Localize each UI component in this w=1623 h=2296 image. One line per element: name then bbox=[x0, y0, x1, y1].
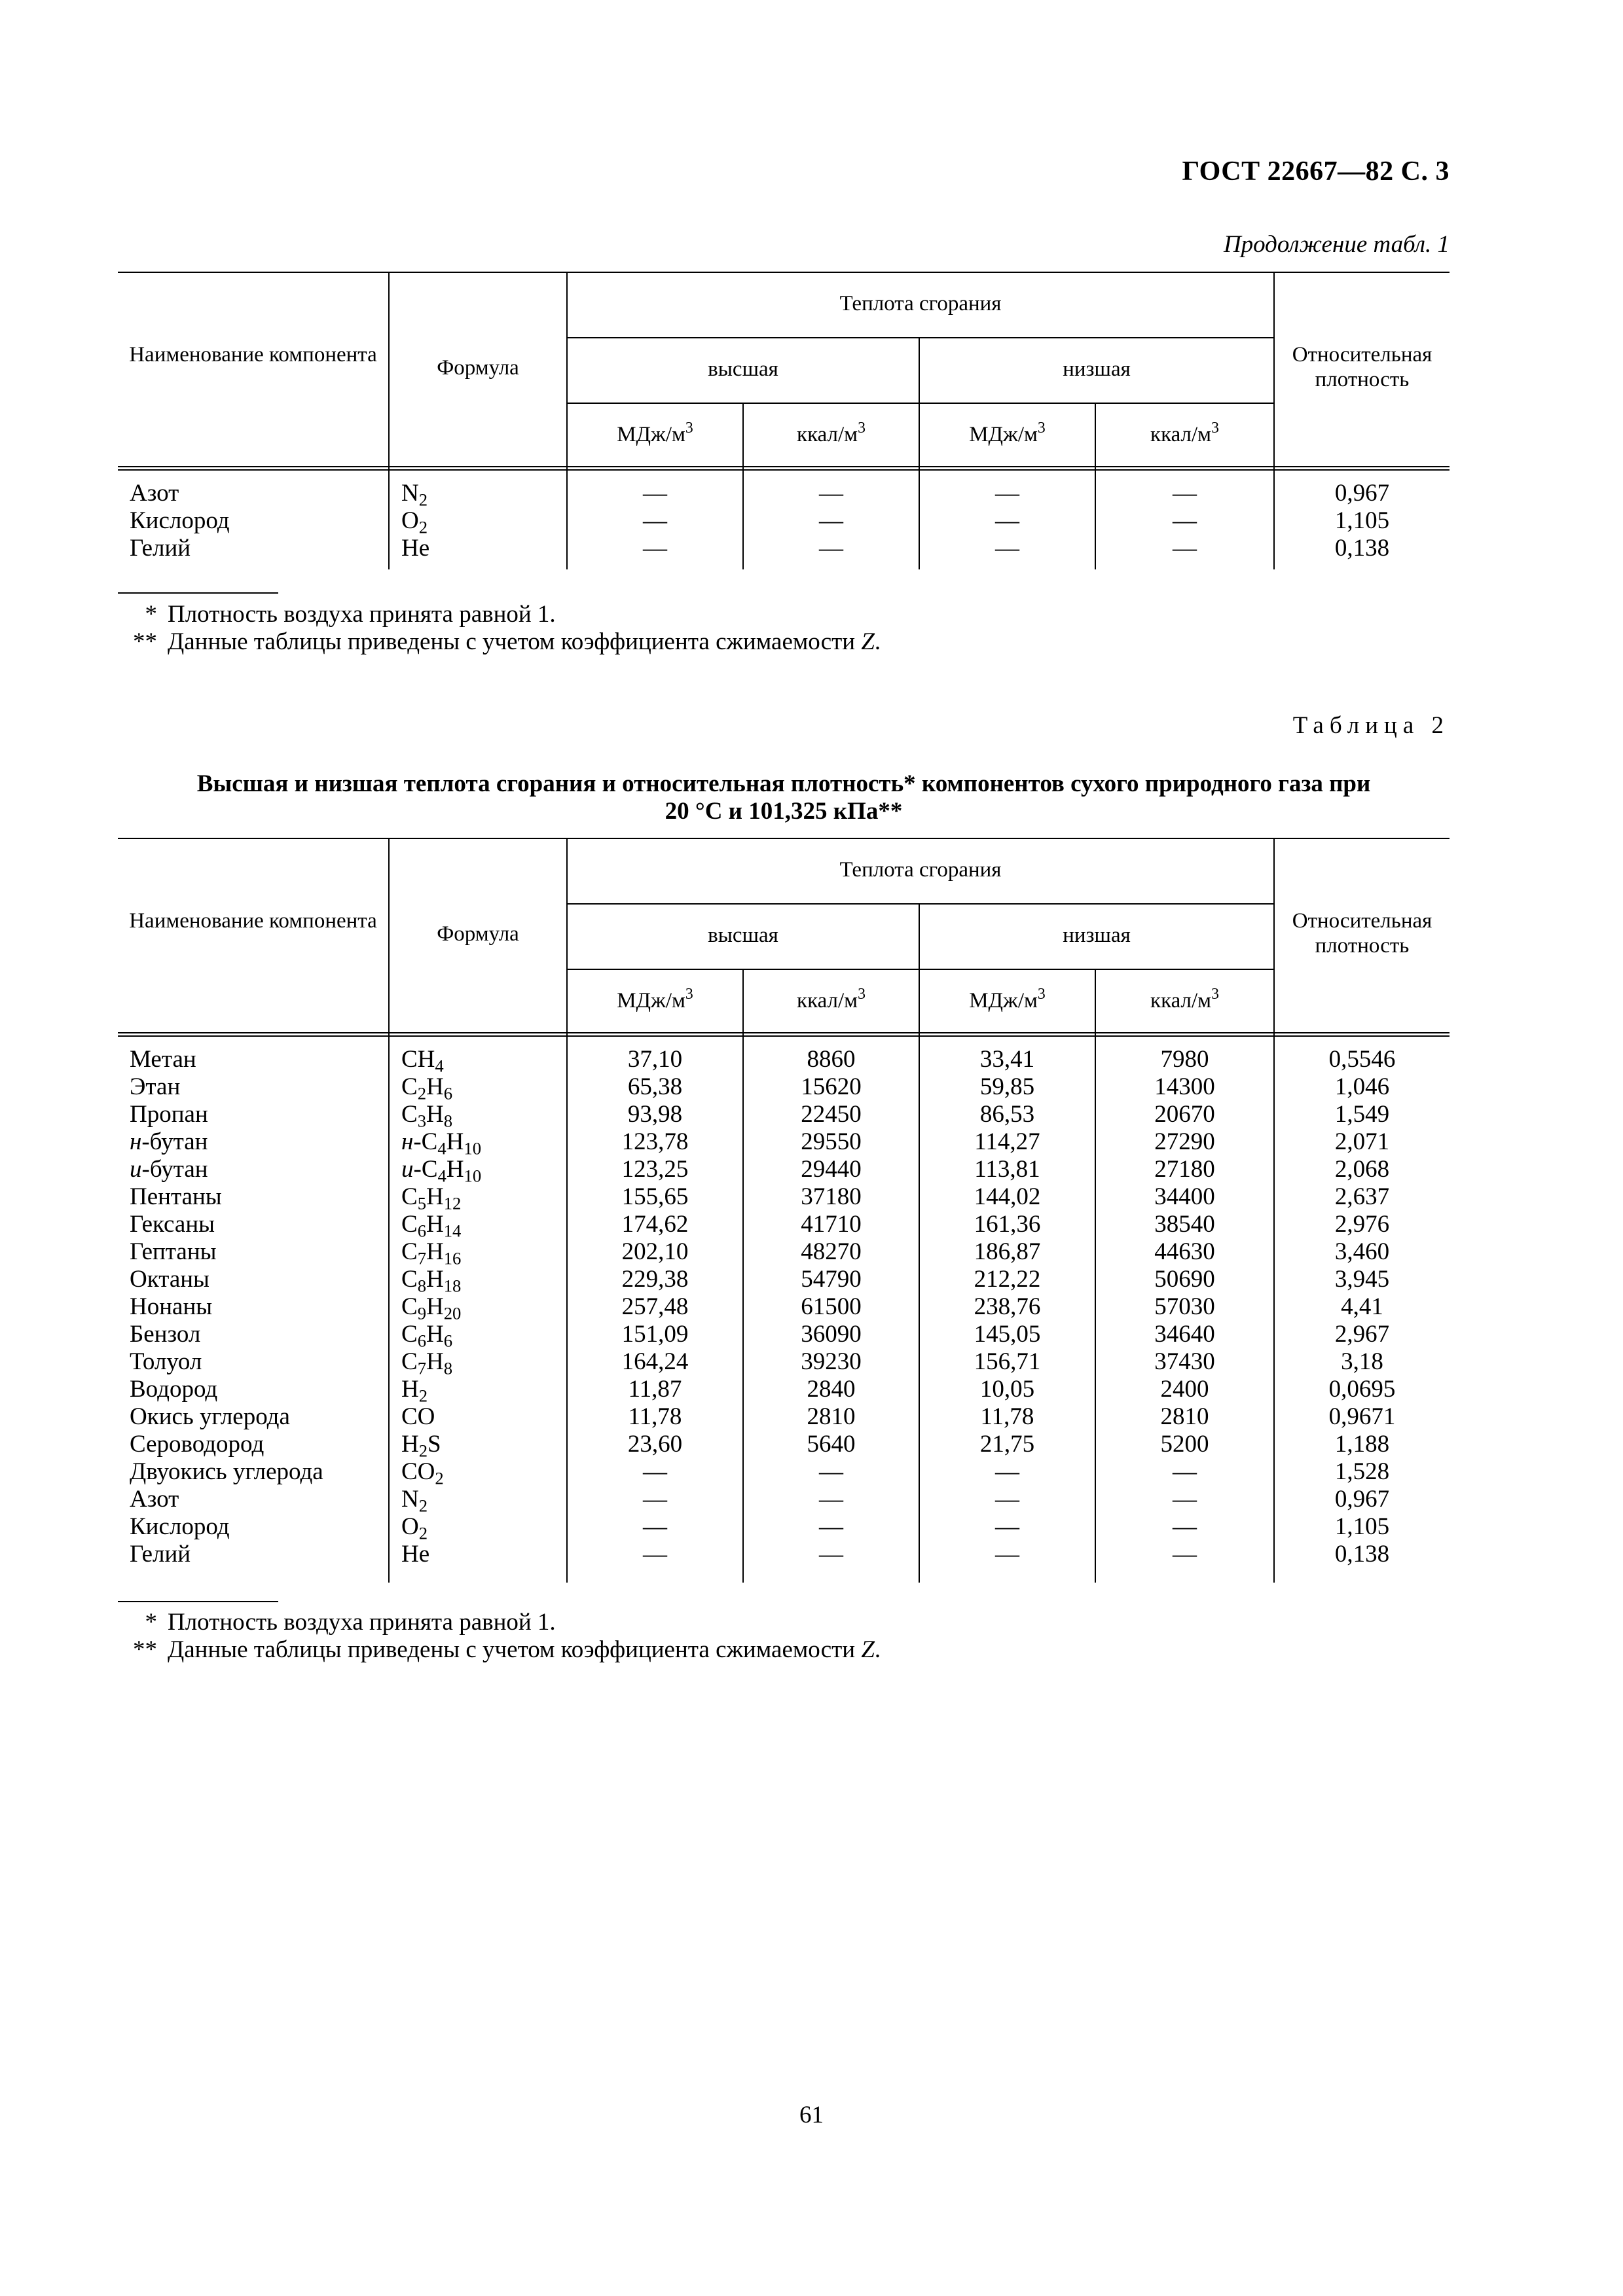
cell-hkc: 2810 bbox=[807, 1403, 856, 1430]
cell-lkc: 27180 bbox=[1154, 1156, 1215, 1183]
cell-formula: $CO_2$ bbox=[401, 1458, 444, 1488]
cell-dens: 3,18 bbox=[1341, 1348, 1383, 1375]
cell-hmj: — bbox=[643, 480, 667, 507]
rule-unit-sub bbox=[566, 969, 1275, 970]
rule-heat-sub bbox=[566, 337, 1275, 338]
cell-formula: $C_7H_8$ bbox=[401, 1348, 453, 1378]
document-header: ГОСТ 22667—82 С. 3 bbox=[1182, 156, 1450, 187]
cell-lkc: 5200 bbox=[1160, 1431, 1209, 1458]
col-lower-mj bbox=[920, 1046, 1095, 1568]
cell-dens: 2,071 bbox=[1334, 1128, 1390, 1155]
cell-name: Азот bbox=[130, 1486, 179, 1513]
cell-name: и-бутан bbox=[130, 1156, 208, 1183]
cell-hmj: — bbox=[643, 1541, 667, 1568]
header-heat: Теплота сгорания bbox=[839, 858, 1002, 882]
cell-lmj: — bbox=[995, 507, 1019, 534]
footnote-2: ** Данные таблицы приведены с учетом коэффициента сжимаемости Z. bbox=[133, 1636, 881, 1663]
cell-hkc: 8860 bbox=[807, 1046, 856, 1073]
cell-name: Нонаны bbox=[130, 1293, 213, 1320]
cell-dens: 1,046 bbox=[1334, 1073, 1390, 1100]
cell-lmj: 238,76 bbox=[974, 1293, 1041, 1320]
cell-lmj: 21,75 bbox=[979, 1431, 1035, 1458]
table-1 bbox=[118, 272, 1450, 569]
table-2 bbox=[118, 838, 1450, 1583]
cell-formula: $C_2H_6$ bbox=[401, 1073, 453, 1103]
cell-hkc: 2840 bbox=[807, 1376, 856, 1403]
cell-name: Кислород bbox=[130, 1513, 230, 1540]
cell-lkc: 44630 bbox=[1154, 1238, 1215, 1265]
cell-dens: 3,945 bbox=[1334, 1266, 1390, 1293]
cell-lkc: — bbox=[1173, 1458, 1197, 1485]
cell-lmj: 10,05 bbox=[979, 1376, 1035, 1403]
cell-hmj: — bbox=[643, 507, 667, 534]
cell-name: Водород bbox=[130, 1376, 218, 1403]
cell-lmj: 59,85 bbox=[979, 1073, 1035, 1100]
cell-lmj: 156,71 bbox=[974, 1348, 1041, 1375]
cell-hkc: 29440 bbox=[801, 1156, 862, 1183]
cell-lkc: 34640 bbox=[1154, 1321, 1215, 1348]
cell-hkc: — bbox=[819, 535, 843, 562]
cell-dens: 0,138 bbox=[1334, 535, 1390, 562]
header-unit-kcal: ккал/$м^3$ bbox=[1150, 419, 1219, 446]
cell-hmj: 155,65 bbox=[621, 1183, 689, 1210]
cell-hmj: 23,60 bbox=[627, 1431, 683, 1458]
cell-lkc: 2810 bbox=[1160, 1403, 1209, 1430]
cell-lkc: 57030 bbox=[1154, 1293, 1215, 1320]
cell-dens: 2,976 bbox=[1334, 1211, 1390, 1238]
cell-hkc: 15620 bbox=[801, 1073, 862, 1100]
cell-dens: 1,188 bbox=[1334, 1431, 1390, 1458]
cell-name: Двуокись углерода bbox=[130, 1458, 323, 1485]
cell-name: Пропан bbox=[130, 1101, 208, 1128]
cell-dens: 1,549 bbox=[1334, 1101, 1390, 1128]
cell-name: Октаны bbox=[130, 1266, 210, 1293]
cell-lkc: 20670 bbox=[1154, 1101, 1215, 1128]
cell-hmj: 164,24 bbox=[621, 1348, 689, 1375]
cell-dens: 1,105 bbox=[1334, 1513, 1390, 1540]
cell-dens: 4,41 bbox=[1341, 1293, 1383, 1320]
cell-lmj: 161,36 bbox=[974, 1211, 1041, 1238]
cell-lkc: — bbox=[1173, 1513, 1197, 1540]
col-higher-mj bbox=[568, 1046, 742, 1568]
cell-hkc: 54790 bbox=[801, 1266, 862, 1293]
cell-hmj: — bbox=[643, 1513, 667, 1540]
cell-hkc: — bbox=[819, 1486, 843, 1513]
cell-formula: $CH_4$ bbox=[401, 1046, 444, 1076]
cell-dens: 0,138 bbox=[1334, 1541, 1390, 1568]
cell-dens: 1,528 bbox=[1334, 1458, 1390, 1485]
cell-name: Пентаны bbox=[130, 1183, 222, 1210]
col-formula bbox=[401, 1046, 481, 1568]
cell-formula: $N_2$ bbox=[401, 1486, 428, 1516]
col-density bbox=[1275, 1046, 1450, 1568]
header-higher: высшая bbox=[708, 357, 778, 381]
cell-hmj: 11,78 bbox=[628, 1403, 682, 1430]
col-name bbox=[130, 480, 230, 562]
cell-hmj: 151,09 bbox=[621, 1321, 689, 1348]
cell-formula: He bbox=[401, 1541, 430, 1568]
rule-heat-sub bbox=[566, 903, 1275, 905]
cell-hmj: 123,25 bbox=[621, 1156, 689, 1183]
cell-lmj: 212,22 bbox=[974, 1266, 1041, 1293]
cell-formula: $O_2$ bbox=[401, 1513, 428, 1543]
cell-formula: $и-C_4H_{10}$ bbox=[401, 1156, 482, 1186]
cell-formula: $H_2S$ bbox=[401, 1431, 441, 1461]
header-higher: высшая bbox=[708, 924, 778, 947]
cell-hkc: 29550 bbox=[801, 1128, 862, 1155]
cell-formula: $н-C_4H_{10}$ bbox=[401, 1128, 482, 1158]
cell-formula: $N_2$ bbox=[401, 480, 428, 510]
rule-top bbox=[118, 838, 1450, 839]
rule-header-bottom bbox=[118, 1032, 1450, 1033]
page-number: 61 bbox=[799, 2102, 824, 2128]
cell-hkc: 39230 bbox=[801, 1348, 862, 1375]
cell-name: Гексаны bbox=[130, 1211, 215, 1238]
header-unit-kcal: ккал/$м^3$ bbox=[797, 419, 866, 446]
cell-name: Сероводород bbox=[130, 1431, 264, 1458]
header-component-name: Наименование компонента bbox=[129, 909, 377, 933]
cell-lmj: — bbox=[995, 1541, 1019, 1568]
rule-header-bottom bbox=[118, 466, 1450, 467]
footnote-rule bbox=[118, 592, 278, 594]
cell-dens: 2,068 bbox=[1334, 1156, 1390, 1183]
cell-hkc: 41710 bbox=[801, 1211, 862, 1238]
header-density: Относительная плотность bbox=[1292, 909, 1432, 958]
cell-dens: 2,637 bbox=[1334, 1183, 1390, 1210]
cell-name: Бензол bbox=[130, 1321, 201, 1348]
cell-lkc: 7980 bbox=[1160, 1046, 1209, 1073]
header-formula: Формула bbox=[437, 922, 519, 946]
cell-hmj: 11,87 bbox=[628, 1376, 682, 1403]
cell-lkc: 27290 bbox=[1154, 1128, 1215, 1155]
cell-lkc: — bbox=[1173, 1541, 1197, 1568]
cell-name: Гептаны bbox=[130, 1238, 217, 1265]
footnote-1: * Плотность воздуха принята равной 1. bbox=[145, 601, 556, 628]
cell-lmj: 145,05 bbox=[974, 1321, 1041, 1348]
cell-name: Метан bbox=[130, 1046, 196, 1073]
cell-formula: $H_2$ bbox=[401, 1376, 428, 1406]
cell-formula: CO bbox=[401, 1403, 435, 1430]
cell-lkc: — bbox=[1173, 507, 1197, 534]
cell-lmj: 11,78 bbox=[980, 1403, 1034, 1430]
cell-hmj: 229,38 bbox=[621, 1266, 689, 1293]
cell-lmj: — bbox=[995, 1486, 1019, 1513]
header-unit-mj: МДж/$м^3$ bbox=[969, 985, 1046, 1013]
cell-name: Гелий bbox=[130, 535, 191, 562]
cell-lkc: 34400 bbox=[1154, 1183, 1215, 1210]
header-lower: низшая bbox=[1063, 924, 1131, 947]
cell-name: Толуол bbox=[130, 1348, 202, 1375]
col-lower-kcal bbox=[1096, 480, 1273, 562]
header-heat: Теплота сгорания bbox=[839, 292, 1002, 315]
cell-lmj: 144,02 bbox=[974, 1183, 1041, 1210]
cell-formula: $C_8H_{18}$ bbox=[401, 1266, 462, 1296]
cell-hkc: 5640 bbox=[807, 1431, 856, 1458]
cell-hkc: 61500 bbox=[801, 1293, 862, 1320]
cell-hmj: 202,10 bbox=[621, 1238, 689, 1265]
cell-hmj: — bbox=[643, 1458, 667, 1485]
cell-dens: 0,5546 bbox=[1328, 1046, 1396, 1073]
cell-lmj: — bbox=[995, 1458, 1019, 1485]
col-higher-kcal bbox=[744, 480, 919, 562]
cell-hkc: — bbox=[819, 480, 843, 507]
cell-lmj: 114,27 bbox=[974, 1128, 1040, 1155]
cell-formula: He bbox=[401, 535, 430, 562]
cell-name: Окись углерода bbox=[130, 1403, 290, 1430]
cell-lmj: — bbox=[995, 535, 1019, 562]
cell-lkc: 2400 bbox=[1160, 1376, 1209, 1403]
header-lower: низшая bbox=[1063, 357, 1131, 381]
col-density bbox=[1275, 480, 1450, 562]
cell-name: н-бутан bbox=[130, 1128, 208, 1155]
col-lower-kcal bbox=[1096, 1046, 1273, 1568]
table-continuation-label: Продолжение табл. 1 bbox=[1223, 231, 1450, 258]
cell-name: Гелий bbox=[130, 1541, 191, 1568]
col-name bbox=[130, 1046, 323, 1568]
cell-lkc: — bbox=[1173, 535, 1197, 562]
cell-dens: 0,967 bbox=[1334, 480, 1390, 507]
rule-header-bottom-double bbox=[118, 469, 1450, 471]
header-unit-kcal: ккал/$м^3$ bbox=[797, 985, 866, 1013]
cell-hkc: 48270 bbox=[801, 1238, 862, 1265]
cell-hmj: 65,38 bbox=[627, 1073, 683, 1100]
cell-dens: 0,0695 bbox=[1328, 1376, 1396, 1403]
cell-hmj: — bbox=[643, 1486, 667, 1513]
col-divider bbox=[388, 838, 390, 1583]
cell-lmj: 86,53 bbox=[979, 1101, 1035, 1128]
header-unit-mj: МДж/$м^3$ bbox=[617, 985, 693, 1013]
header-density: Относительная плотность bbox=[1292, 343, 1432, 391]
col-higher-mj bbox=[568, 480, 742, 562]
cell-lkc: — bbox=[1173, 480, 1197, 507]
cell-hkc: — bbox=[819, 1541, 843, 1568]
cell-lkc: 14300 bbox=[1154, 1073, 1215, 1100]
cell-hkc: 22450 bbox=[801, 1101, 862, 1128]
header-formula: Формула bbox=[437, 356, 519, 380]
footnote-1: * Плотность воздуха принята равной 1. bbox=[145, 1609, 556, 1636]
cell-name: Этан bbox=[130, 1073, 181, 1100]
cell-hkc: — bbox=[819, 1458, 843, 1485]
cell-hkc: — bbox=[819, 507, 843, 534]
cell-name: Кислород bbox=[130, 507, 230, 534]
rule-unit-sub bbox=[566, 403, 1275, 404]
header-component-name: Наименование компонента bbox=[129, 343, 377, 367]
cell-formula: $C_6H_{14}$ bbox=[401, 1211, 462, 1241]
cell-lmj: — bbox=[995, 480, 1019, 507]
cell-lkc: 37430 bbox=[1154, 1348, 1215, 1375]
cell-lmj: 113,81 bbox=[974, 1156, 1040, 1183]
cell-dens: 2,967 bbox=[1334, 1321, 1390, 1348]
cell-hmj: 174,62 bbox=[621, 1211, 689, 1238]
cell-formula: $C_3H_8$ bbox=[401, 1101, 453, 1131]
table-2-title: Высшая и низшая теплота сгорания и относительная плотность* компонентов сухого природного газа при 20 °С и 101,325 кПа** bbox=[196, 770, 1371, 825]
header-unit-kcal: ккал/$м^3$ bbox=[1150, 985, 1219, 1013]
col-divider bbox=[388, 272, 390, 569]
table-2-label: Таблица 2 bbox=[1292, 712, 1450, 739]
cell-formula: $C_7H_{16}$ bbox=[401, 1238, 462, 1268]
cell-hkc: — bbox=[819, 1513, 843, 1540]
cell-formula: $C_6H_6$ bbox=[401, 1321, 453, 1351]
cell-formula: $C_9H_{20}$ bbox=[401, 1293, 462, 1323]
cell-hkc: 36090 bbox=[801, 1321, 862, 1348]
footnote-2: ** Данные таблицы приведены с учетом коэффициента сжимаемости Z. bbox=[133, 628, 881, 655]
cell-lmj: 186,87 bbox=[974, 1238, 1041, 1265]
rule-top bbox=[118, 272, 1450, 273]
cell-lmj: — bbox=[995, 1513, 1019, 1540]
col-higher-kcal bbox=[744, 1046, 919, 1568]
cell-lkc: 50690 bbox=[1154, 1266, 1215, 1293]
cell-lkc: — bbox=[1173, 1486, 1197, 1513]
cell-hmj: 257,48 bbox=[621, 1293, 689, 1320]
cell-dens: 0,967 bbox=[1334, 1486, 1390, 1513]
cell-formula: $C_5H_{12}$ bbox=[401, 1183, 462, 1213]
cell-hkc: 37180 bbox=[801, 1183, 862, 1210]
cell-hmj: 37,10 bbox=[627, 1046, 683, 1073]
cell-dens: 0,9671 bbox=[1328, 1403, 1396, 1430]
cell-dens: 3,460 bbox=[1334, 1238, 1390, 1265]
cell-lmj: 33,41 bbox=[979, 1046, 1035, 1073]
rule-header-bottom-double bbox=[118, 1035, 1450, 1037]
cell-formula: $O_2$ bbox=[401, 507, 428, 537]
cell-lkc: 38540 bbox=[1154, 1211, 1215, 1238]
footnote-rule bbox=[118, 1601, 278, 1602]
header-unit-mj: МДж/$м^3$ bbox=[969, 419, 1046, 446]
header-unit-mj: МДж/$м^3$ bbox=[617, 419, 693, 446]
cell-hmj: 93,98 bbox=[627, 1101, 683, 1128]
cell-dens: 1,105 bbox=[1334, 507, 1390, 534]
cell-hmj: — bbox=[643, 535, 667, 562]
cell-hmj: 123,78 bbox=[621, 1128, 689, 1155]
col-formula bbox=[401, 480, 429, 562]
col-lower-mj bbox=[920, 480, 1095, 562]
cell-name: Азот bbox=[130, 480, 179, 507]
